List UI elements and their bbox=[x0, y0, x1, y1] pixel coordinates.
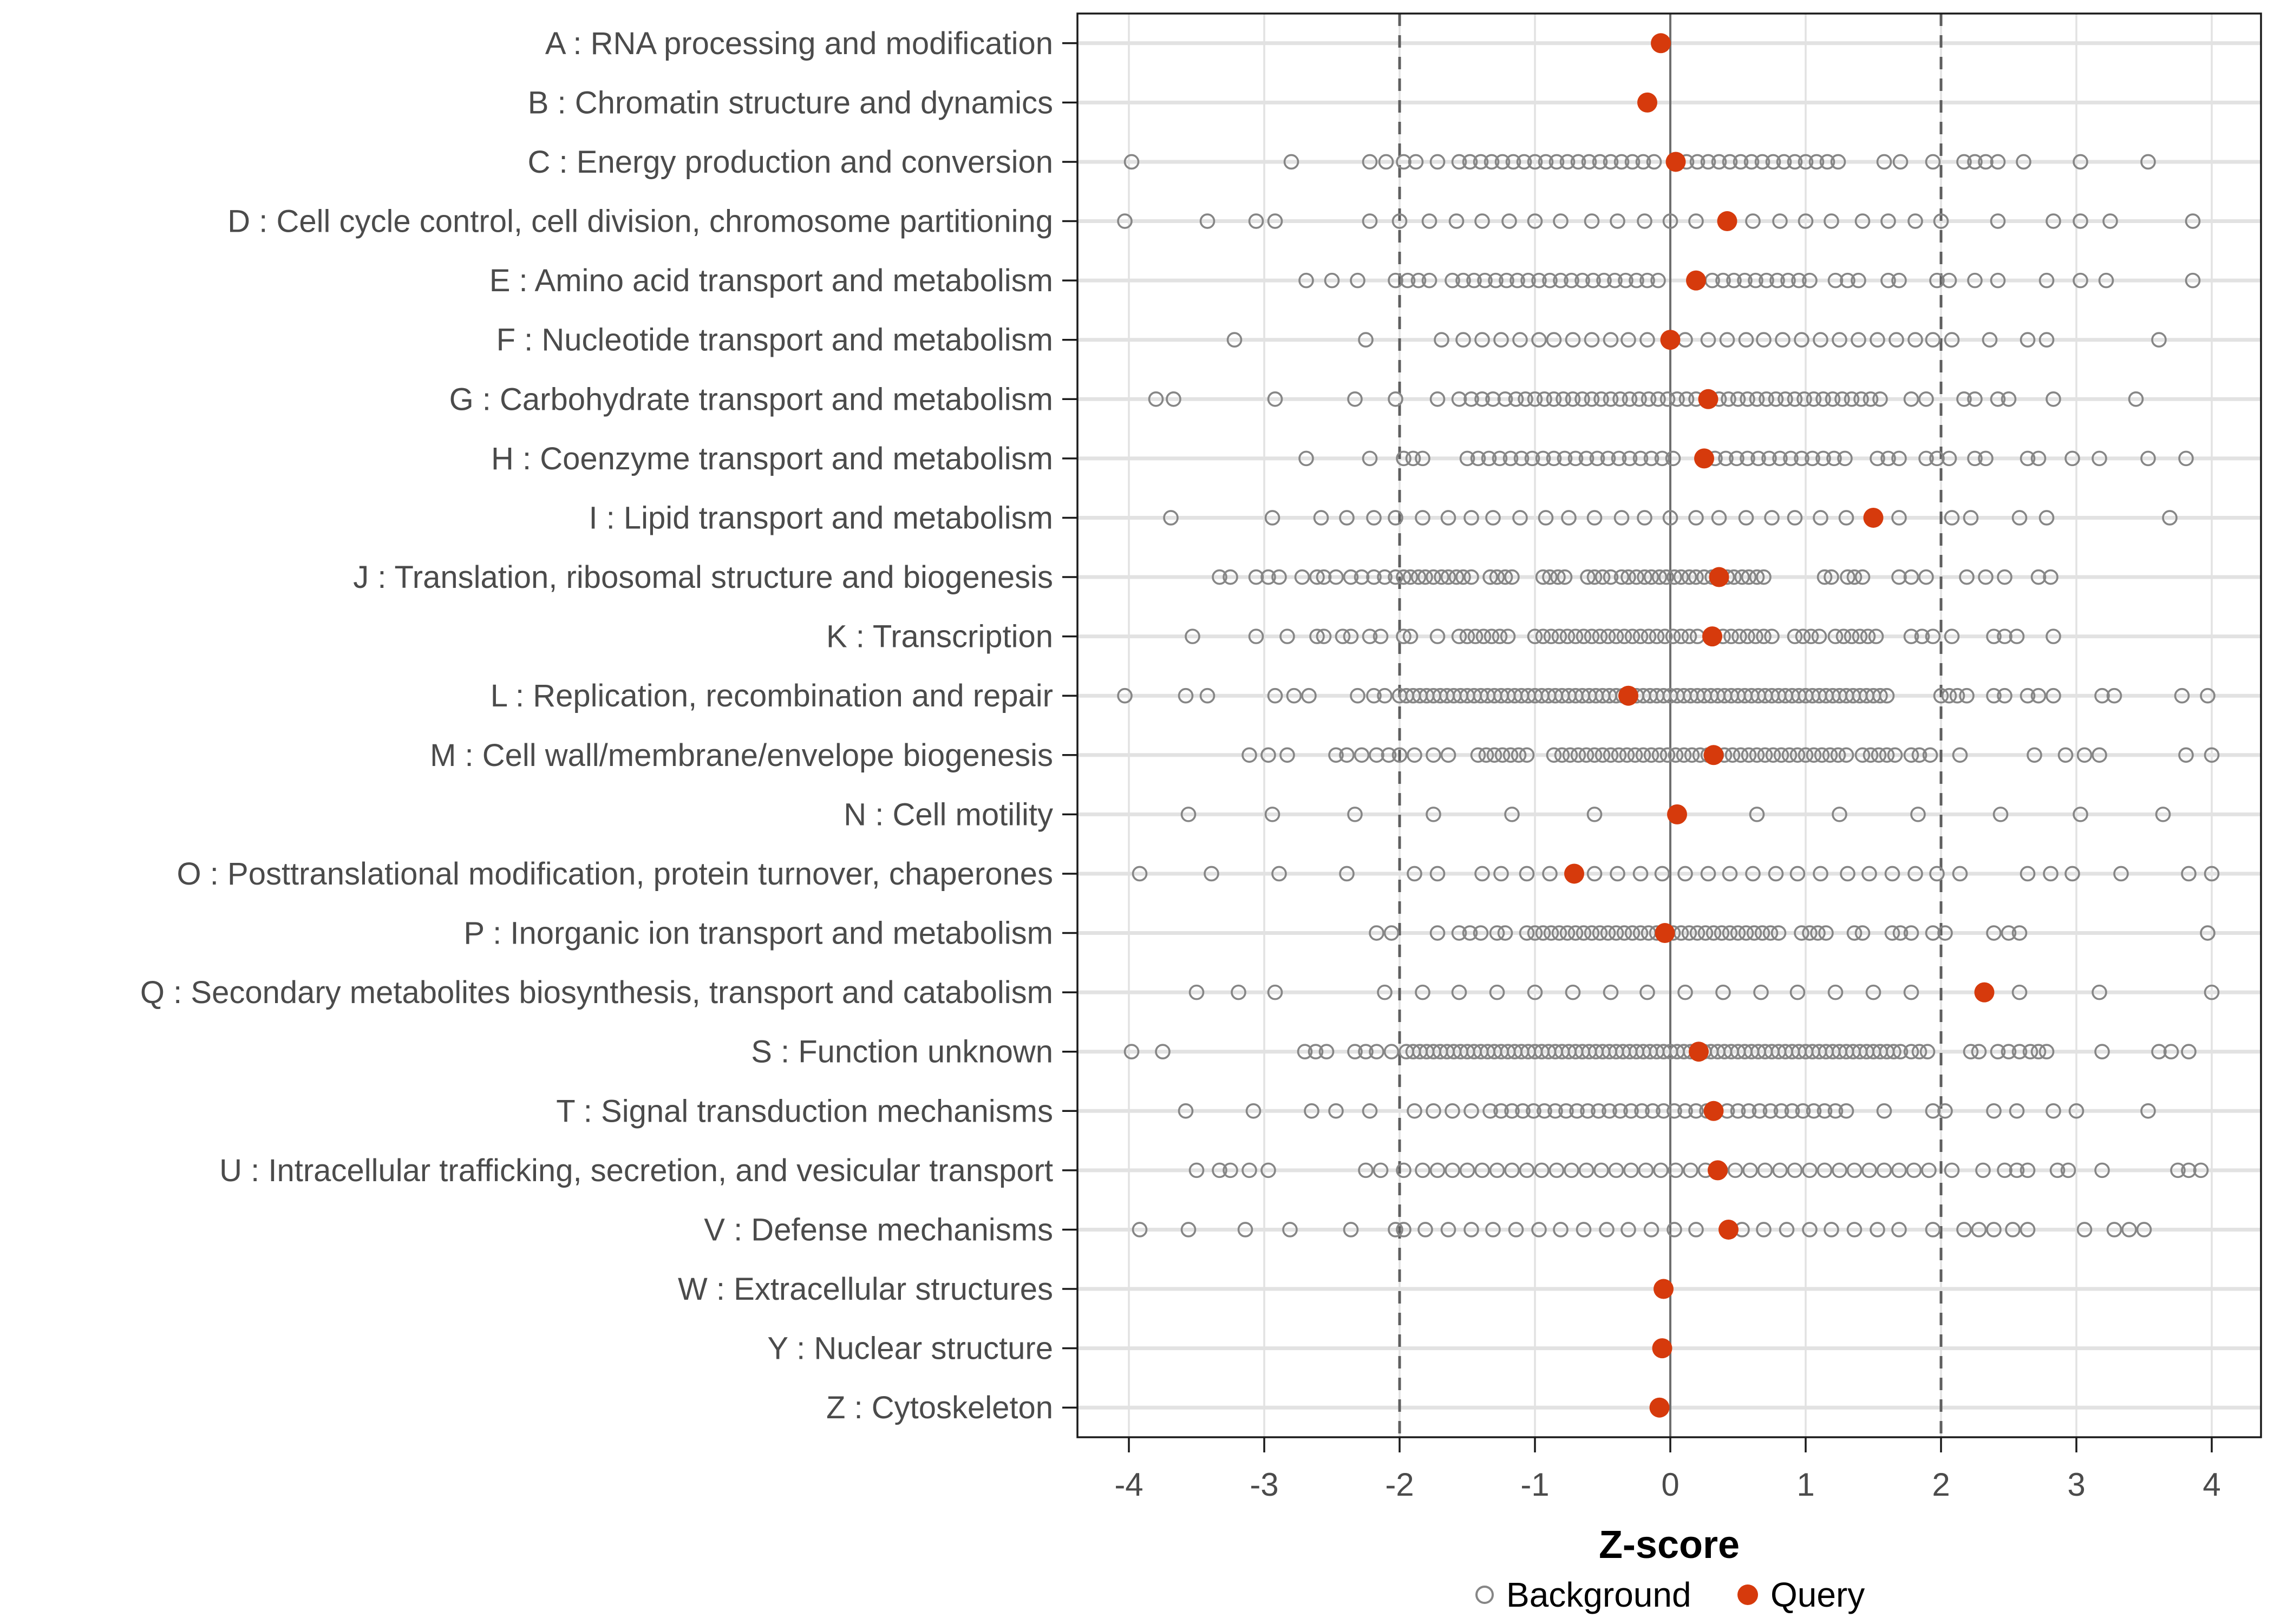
category-label: L : Replication, recombination and repair bbox=[490, 678, 1053, 714]
category-label: Y : Nuclear structure bbox=[767, 1331, 1053, 1366]
x-tick-label: 1 bbox=[1796, 1466, 1815, 1503]
category-label: B : Chromatin structure and dynamics bbox=[527, 85, 1053, 121]
x-tick-label: -2 bbox=[1385, 1466, 1414, 1503]
category-label: M : Cell wall/membrane/envelope biogenesis bbox=[430, 737, 1053, 773]
query-point bbox=[1650, 1398, 1670, 1418]
query-point bbox=[1618, 686, 1638, 706]
category-label: T : Signal transduction mechanisms bbox=[556, 1093, 1053, 1129]
category-label: H : Coenzyme transport and metabolism bbox=[491, 441, 1053, 476]
category-label: Z : Cytoskeleton bbox=[826, 1390, 1053, 1426]
query-point bbox=[1689, 1042, 1709, 1062]
query-point bbox=[1661, 330, 1681, 350]
query-point bbox=[1655, 923, 1675, 943]
query-point bbox=[1704, 1101, 1724, 1121]
category-label: V : Defense mechanisms bbox=[704, 1212, 1053, 1248]
query-point bbox=[1864, 508, 1884, 528]
query-point bbox=[1564, 863, 1584, 883]
legend-query-label: Query bbox=[1770, 1575, 1865, 1614]
query-point bbox=[1651, 33, 1671, 53]
category-label: C : Energy production and conversion bbox=[527, 144, 1053, 180]
legend-background-marker-icon bbox=[1476, 1587, 1493, 1603]
query-point bbox=[1698, 389, 1718, 409]
query-point bbox=[1694, 448, 1714, 468]
query-point bbox=[1708, 1160, 1728, 1180]
x-tick-label: -3 bbox=[1250, 1466, 1279, 1503]
x-tick-label: 2 bbox=[1932, 1466, 1950, 1503]
category-label: Q : Secondary metabolites biosynthesis, transport and catabolism bbox=[140, 975, 1053, 1011]
query-point bbox=[1718, 1220, 1739, 1240]
x-axis-title: Z-score bbox=[1598, 1523, 1740, 1567]
x-tick-label: -4 bbox=[1114, 1466, 1143, 1503]
category-label: A : RNA processing and modification bbox=[545, 25, 1053, 61]
query-point bbox=[1704, 745, 1724, 765]
legend-background-label: Background bbox=[1506, 1575, 1691, 1614]
x-tick-label: 4 bbox=[2203, 1466, 2221, 1503]
x-tick-label: 0 bbox=[1661, 1466, 1680, 1503]
category-label: N : Cell motility bbox=[844, 797, 1053, 833]
category-label: O : Posttranslational modification, protein turnover, chaperones bbox=[177, 856, 1053, 892]
query-point bbox=[1637, 93, 1657, 113]
category-label: S : Function unknown bbox=[751, 1034, 1053, 1070]
legend bbox=[1476, 1575, 1865, 1614]
category-label: P : Inorganic ion transport and metabolism bbox=[463, 915, 1053, 951]
category-label: K : Transcription bbox=[826, 619, 1053, 654]
category-label: D : Cell cycle control, cell division, chromosome partitioning bbox=[227, 204, 1053, 239]
category-label: W : Extracellular structures bbox=[678, 1272, 1053, 1307]
query-point bbox=[1975, 983, 1995, 1003]
category-label: J : Translation, ribosomal structure and biogenesis bbox=[353, 560, 1053, 595]
query-point bbox=[1652, 1338, 1672, 1358]
category-label: F : Nucleotide transport and metabolism bbox=[496, 322, 1053, 358]
query-point bbox=[1686, 271, 1706, 291]
x-tick-label: 3 bbox=[2067, 1466, 2086, 1503]
x-tick-label: -1 bbox=[1520, 1466, 1550, 1503]
query-point bbox=[1654, 1279, 1674, 1299]
query-point bbox=[1666, 152, 1686, 172]
query-point bbox=[1709, 567, 1729, 587]
category-label: G : Carbohydrate transport and metabolism bbox=[449, 382, 1053, 417]
query-point bbox=[1667, 804, 1687, 824]
query-point bbox=[1717, 211, 1737, 231]
category-label: U : Intracellular trafficking, secretion, and vesicular transport bbox=[219, 1152, 1053, 1188]
category-label: E : Amino acid transport and metabolism bbox=[489, 263, 1053, 299]
legend-query-marker-icon bbox=[1737, 1584, 1758, 1605]
query-point bbox=[1702, 626, 1722, 646]
category-label: I : Lipid transport and metabolism bbox=[589, 500, 1053, 536]
